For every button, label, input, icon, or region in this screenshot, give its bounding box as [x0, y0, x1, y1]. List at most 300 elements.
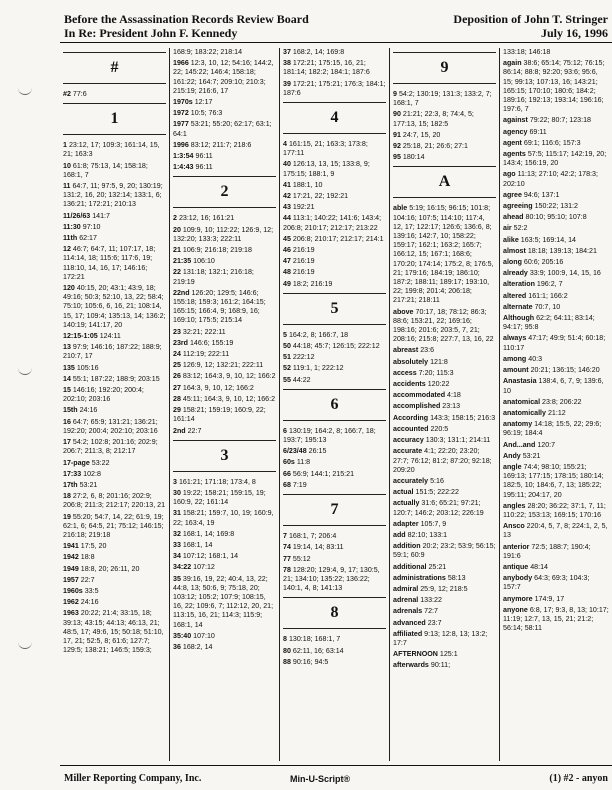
- page-references: 141:7: [92, 211, 110, 220]
- index-entry: [63, 375, 166, 384]
- index-term: 4: [283, 140, 287, 149]
- section-heading: 5: [283, 293, 386, 325]
- page-references: 10:5; 76:3: [190, 109, 223, 118]
- page-references: 105:16: [76, 363, 99, 372]
- index-term: already: [503, 269, 528, 278]
- page-references: 102:8: [83, 469, 101, 478]
- index-term: 80: [283, 646, 291, 655]
- index-term: anybody: [503, 574, 533, 583]
- page-references: 12:17: [194, 98, 213, 107]
- index-entry: [503, 409, 609, 418]
- index-entry: [63, 459, 166, 468]
- index-term: antique: [503, 562, 529, 571]
- index-entry: [63, 406, 166, 415]
- index-term: afterwards: [393, 661, 429, 670]
- page-references: 126:13, 13, 15; 133:8, 9; 175:15; 188:1, 9: [283, 160, 370, 178]
- index-entry: [283, 555, 386, 564]
- index-term: 88: [283, 657, 291, 666]
- index-term: 23: [173, 327, 181, 336]
- index-term: 5: [283, 330, 287, 339]
- index-entry: [503, 334, 609, 352]
- index-entry: [393, 153, 496, 162]
- page-references: 124:11: [99, 332, 121, 341]
- index-entry: [503, 224, 609, 233]
- page-references: 168:2, 14; 169:8: [292, 48, 345, 56]
- page-references: 7:19: [292, 480, 307, 489]
- page-references: 163:5; 169:14, 14: [520, 235, 576, 244]
- index-entry: [503, 128, 609, 137]
- page-references: 53:21: [79, 480, 98, 489]
- page-references: 216:19: [292, 257, 315, 266]
- index-term: against: [503, 116, 528, 125]
- index-term: anterior: [503, 542, 530, 551]
- index-entry: [173, 226, 276, 244]
- index-term: 23rd: [173, 338, 188, 347]
- index-term: 12:15-1:05: [63, 332, 98, 341]
- index-entry: [63, 492, 166, 510]
- page-references: 33:9; 100:9, 14, 15, 16: [529, 269, 601, 278]
- index-term: 66: [283, 469, 291, 478]
- index-entry: [503, 606, 609, 634]
- index-entry: [393, 499, 496, 517]
- index-entry: [283, 376, 386, 385]
- case-title: In Re: President John F. Kennedy: [64, 26, 238, 40]
- page-references: 138:4, 6, 7, 9; 139:6, 10: [503, 377, 604, 395]
- page-references: 77:6: [72, 90, 87, 98]
- page-references: 83:12; 211:7; 218:6: [190, 140, 252, 149]
- page-references: 62:2; 64:11; 83:14; 94:17; 95:8: [503, 314, 595, 332]
- index-entry: [503, 236, 609, 245]
- index-entry: [393, 661, 496, 670]
- index-entry: [63, 223, 166, 232]
- index-entry: [283, 353, 386, 362]
- index-entry: [173, 257, 276, 266]
- index-entry: [503, 522, 609, 540]
- page-references: 56:9; 144:1; 215:21: [292, 469, 355, 478]
- page-references: 22:7: [80, 575, 95, 584]
- index-entry: [173, 328, 276, 337]
- page-references: 168:1, 7; 206:4: [288, 532, 337, 541]
- index-entry: [503, 574, 609, 592]
- index-column: [60, 48, 170, 761]
- page-references: 19:22; 158:21; 159:15, 19; 160:9, 22; 161:14: [173, 488, 266, 507]
- index-entry: [63, 332, 166, 341]
- index-term: able: [393, 204, 408, 213]
- index-entry: [173, 384, 276, 393]
- page-references: 168:2, 14: [182, 642, 213, 651]
- index-entry: [283, 246, 386, 255]
- index-term: 1963: [63, 609, 79, 618]
- page-references: 6:8, 17; 9:3, 8, 13; 10:17; 11:19; 12:7, 13, 15, 21; 21:2; 56:14; 58:11: [503, 605, 609, 633]
- index-column: [500, 48, 612, 761]
- page-references: 96:11: [195, 163, 213, 172]
- page-references: 158:21; 159:7, 10, 19; 160:9, 22; 163:4, 19: [173, 509, 274, 527]
- index-entry: [393, 425, 496, 434]
- index-entry: [173, 552, 276, 561]
- index-term: 28: [173, 394, 181, 403]
- index-term: accommodated: [393, 391, 446, 400]
- index-entry: [393, 542, 496, 560]
- index-term: 11: [63, 182, 71, 191]
- index-term: 1972: [173, 109, 189, 118]
- index-term: 34: [173, 552, 181, 561]
- index-term: 15: [63, 386, 71, 395]
- index-term: actually: [393, 499, 420, 508]
- page-references: 40:3: [528, 354, 543, 363]
- index-term: 13: [63, 343, 71, 352]
- index-term: admiral: [393, 584, 419, 593]
- section-heading: #: [63, 52, 166, 84]
- index-entry: [393, 131, 496, 140]
- page-references: 9:13; 12:8, 13; 13:2; 17:7: [393, 629, 488, 647]
- index-entry: [63, 162, 166, 180]
- page-references: 120:7: [537, 440, 556, 449]
- page-references: 105:7, 9: [420, 519, 447, 528]
- page-references: 72:5; 188:7; 190:4; 191:6: [503, 542, 591, 560]
- page-references: 112:19; 222:11: [182, 350, 230, 359]
- page-references: 220:4, 5, 7, 8; 224:1, 2, 5, 13: [503, 522, 608, 540]
- index-entry: [63, 141, 166, 159]
- index-term: ahead: [503, 213, 524, 222]
- section-heading: 6: [283, 389, 386, 421]
- index-entry: [503, 170, 609, 188]
- index-entry: [63, 587, 166, 596]
- index-entry: [503, 502, 609, 520]
- index-column: [170, 48, 280, 761]
- page-references: 130:3; 131:1; 214:11: [425, 436, 491, 445]
- index-entry: [503, 150, 609, 168]
- index-entry: [503, 366, 609, 375]
- page-references: 5:16: [430, 476, 444, 485]
- index-term: Ansco: [503, 522, 525, 531]
- index-term: 48: [283, 268, 291, 277]
- index-term: 60s: [283, 458, 295, 467]
- index-term: 6: [283, 426, 287, 435]
- page-references: 97:9; 146:16; 187:22; 188:9; 210:7, 17: [63, 343, 162, 361]
- page-references: 11:8: [296, 458, 311, 467]
- page-references: 164:2, 8; 166:7, 18: [288, 330, 349, 339]
- index-entry: [283, 280, 386, 289]
- index-entry: [283, 160, 386, 178]
- page-references: 168:9; 183:22; 218:14: [173, 48, 243, 56]
- page-references: 130:18; 168:1, 7: [288, 635, 341, 644]
- index-entry: [63, 90, 166, 99]
- page-references: 25:9, 12; 218:5: [420, 584, 468, 593]
- index-term: 92: [393, 142, 401, 151]
- section-heading: A: [393, 166, 496, 198]
- page-references: 70:17, 18; 78:12; 86:3; 88:6; 153:21, 22; 169:16; 198:16; 201:6; 203:5, 7, 21; 208:16; 215:8; 227:7, 13, 16, 22: [393, 307, 494, 344]
- page-references: 106:10: [193, 257, 215, 266]
- page-references: 23:13: [442, 402, 461, 411]
- index-entry: [173, 141, 276, 150]
- index-term: 135: [63, 363, 75, 372]
- index-entry: [173, 575, 276, 630]
- index-term: 78: [283, 565, 291, 574]
- index-entry: [173, 163, 276, 172]
- index-entry: [503, 377, 609, 395]
- page-references: 28:20; 36:22; 37:1, 7, 11; 110:22; 153:13; 169:15; 170:16: [503, 501, 606, 519]
- index-entry: [503, 314, 609, 332]
- page-references: 107:12; 168:1, 14: [182, 552, 239, 561]
- index-term: 1:3:54: [173, 152, 194, 161]
- index-entry: [393, 346, 496, 355]
- document-title: Before the Assassination Records Review Board: [64, 12, 309, 26]
- index-entry: [173, 541, 276, 550]
- index-entry: [393, 358, 496, 367]
- page-references: 62:11, 16; 63:14: [292, 646, 344, 655]
- index-entry: [393, 308, 496, 345]
- page-references: 180:14: [402, 153, 425, 162]
- index-term: Anastasia: [503, 377, 537, 386]
- index-term: 11/26/63: [63, 211, 91, 220]
- page-references: 121:8: [430, 357, 448, 366]
- index-term: 18: [63, 492, 71, 501]
- index-term: 41: [283, 180, 291, 189]
- index-term: always: [503, 334, 527, 343]
- index-entry: [283, 80, 386, 98]
- index-term: access: [393, 368, 417, 377]
- index-term: Although: [503, 314, 535, 323]
- index-term: abreast: [393, 346, 419, 355]
- page-references: 24:16: [79, 406, 98, 415]
- index-entry: [283, 192, 386, 201]
- page-references: 151:5; 222:22: [415, 488, 459, 497]
- index-term: 1949: [63, 564, 79, 573]
- header-right: [453, 12, 608, 40]
- index-term: 3: [173, 477, 177, 486]
- index-term: 21: [173, 246, 181, 255]
- index-term: alternate: [503, 302, 533, 311]
- index-entry: [393, 380, 496, 389]
- index-entry: [283, 470, 386, 479]
- index-entry: [283, 364, 386, 373]
- page-references: 64:7; 65:9; 131:21; 136:21; 192:20; 200:4; 202:10; 203:16: [63, 417, 158, 435]
- index-term: above: [393, 307, 414, 316]
- index-entry: [173, 509, 276, 527]
- page-references: 24:7, 15, 20: [402, 130, 441, 139]
- index-entry: [283, 203, 386, 212]
- page-references: 40:15, 20; 43:1; 43:9, 18; 49:16; 50:3; 52:10, 13, 22; 58:4; 75:10; 105:6, 6, 16, 21; 108:14, 15, 17; 109:4; 135:13, 14; 136:2; 140:19; 141:17, 20: [63, 284, 166, 329]
- index-term: along: [503, 258, 522, 267]
- section-heading: 9: [393, 52, 496, 84]
- page-references: 125:1: [439, 650, 458, 659]
- section-heading: 1: [63, 103, 166, 135]
- index-entry: [503, 543, 609, 561]
- page-references: 53:21: [522, 451, 541, 460]
- page-references: 48:14: [530, 562, 548, 571]
- index-entry: [393, 369, 496, 378]
- page-references: 90:16; 94:5: [292, 657, 329, 666]
- index-column: [280, 48, 390, 761]
- index-term: angle: [503, 462, 522, 471]
- index-entry: [283, 566, 386, 594]
- index-entry: [503, 258, 609, 267]
- index-term: 32: [173, 529, 181, 538]
- page-references: 188:1, 10: [292, 180, 323, 189]
- index-entry: [503, 563, 609, 572]
- page-references: 26:15: [308, 447, 327, 456]
- page-references: 70:7, 10: [534, 302, 561, 311]
- index-entry: [63, 609, 166, 655]
- page-references: 39:16, 19, 22; 40:4, 13, 22; 44:8, 13; 50:6, 9; 75:18, 20; 103:12; 105:2; 107:9; 108:15, 16, 22; 109:6, 7; 112:12, 20, 21; 113:15, 16, 21; 114:3; 115:9; 168:1, 14: [173, 574, 274, 629]
- index-entry: [173, 268, 276, 286]
- index-entry: [393, 90, 496, 108]
- index-entry: [283, 481, 386, 490]
- index-entry: [393, 630, 496, 648]
- index-entry: [503, 280, 609, 289]
- page-references: 18:18; 139:13; 184:21: [527, 246, 597, 255]
- index-entry: [283, 658, 386, 667]
- index-entry: [173, 214, 276, 223]
- deposition-date: July 16, 1996: [540, 26, 608, 40]
- index-term: 50: [283, 342, 291, 351]
- index-entry: [393, 447, 496, 475]
- index-term: 39: [283, 79, 291, 88]
- index-term: 49: [283, 279, 291, 288]
- index-term: actual: [393, 488, 414, 497]
- section-heading: 3: [173, 440, 276, 472]
- index-term: adrenals: [393, 607, 423, 616]
- index-entry: [63, 553, 166, 562]
- index-entry: [393, 436, 496, 445]
- index-entry: [393, 650, 496, 659]
- page-references: 22:7: [187, 426, 202, 435]
- index-entry: [393, 477, 496, 486]
- page-references: 62:17: [79, 234, 97, 243]
- index-term: 2nd: [173, 426, 186, 435]
- page-references: 72:7: [424, 607, 438, 616]
- page-references: 83:12; 164:3, 9, 10, 12; 166:2: [182, 372, 276, 381]
- page-references: 54:2; 102:8; 201:16; 202:9; 206:7; 211:3, 8; 212:17: [63, 438, 158, 456]
- footer-company: Miller Reporting Company, Inc.: [64, 773, 202, 784]
- index-entry: [393, 110, 496, 128]
- index-term: absolutely: [393, 357, 429, 366]
- index-term: 77: [283, 554, 291, 563]
- page-references: 55:20; 54:7, 14, 22; 61:9, 19; 62:1, 6; 64:5, 21; 75:12; 146:15; 216:18; 219:18: [63, 512, 164, 539]
- page-references: 25:21: [428, 562, 447, 571]
- index-entry: [393, 585, 496, 594]
- page-references: 172:21; 175:15, 16, 21; 181:14; 182:2; 184:1; 187:6: [283, 59, 370, 77]
- index-term: 12: [63, 245, 71, 254]
- page-references: 222:12: [292, 353, 315, 362]
- index-entry: [173, 563, 276, 572]
- index-entry: [503, 116, 609, 125]
- page-references: 174:9, 17: [534, 594, 565, 603]
- page-references: 113:1; 140:22; 141:6; 143:4; 206:8; 210:17; 212:17; 213:22: [283, 214, 382, 232]
- index-term: 31: [173, 509, 181, 518]
- index-entry: [283, 647, 386, 656]
- page-references: 94:6; 137:1: [523, 190, 560, 199]
- page-references: 18:2; 216:19: [292, 279, 333, 288]
- index-entry: [63, 598, 166, 607]
- index-term: 35: [173, 574, 181, 583]
- index-term: 120: [63, 284, 75, 293]
- index-entry: [173, 530, 276, 539]
- page-references: 133:18; 146:18: [503, 48, 551, 56]
- index-entry: [173, 48, 276, 57]
- index-entry: [173, 109, 276, 118]
- index-term: 68: [283, 480, 291, 489]
- index-term: 7: [283, 532, 287, 541]
- page-references: 172:21; 175:21; 176:3; 184:1; 187:6: [283, 79, 386, 97]
- index-term: 17th: [63, 480, 78, 489]
- index-entry: [63, 513, 166, 541]
- index-entry: [173, 643, 276, 652]
- index-term: anyone: [503, 605, 528, 614]
- page-references: 17:21, 22; 192:21: [292, 192, 349, 201]
- page-references: 107:10: [193, 631, 215, 640]
- index-entry: [63, 212, 166, 221]
- index-term: 52: [283, 364, 291, 373]
- index-entry: [63, 284, 166, 330]
- page-references: 38:6; 65:14; 75:12; 76:15; 86:14; 88:8; 92:20; 93:6; 95:6, 15; 99:13; 107:13, 16; 143:21; 165:15; 170:10; 180:6; 184:2; 189:16; 192:13; 193:14; 196:16; 197:6, 7: [503, 59, 605, 114]
- page-references: 21:12: [547, 408, 566, 417]
- page-references: 69:11: [529, 127, 547, 136]
- index-term: 1970s: [173, 98, 193, 107]
- index-entry: [173, 339, 276, 348]
- index-entry: [503, 398, 609, 407]
- index-entry: [503, 59, 609, 114]
- index-term: 43: [283, 203, 291, 212]
- page-references: 220:5: [430, 424, 449, 433]
- index-term: anatomical: [503, 397, 541, 406]
- index-term: among: [503, 354, 527, 363]
- index-term: anymore: [503, 594, 533, 603]
- page-references: 146:16; 192:20; 200:4; 202:10; 203:16: [63, 386, 144, 404]
- page-references: 131:18; 132:1; 216:18; 219:19: [173, 268, 254, 286]
- index-term: 1962: [63, 598, 79, 607]
- index-term: alike: [503, 235, 519, 244]
- index-entry: [63, 386, 166, 404]
- index-column: [390, 48, 500, 761]
- header-left: [64, 12, 309, 40]
- index-term: 17: [63, 438, 71, 447]
- index-term: 1960s: [63, 586, 83, 595]
- index-term: 16: [63, 417, 71, 426]
- page-references: 21:21; 22:3, 8; 74:4, 5; 177:13, 15; 182:5: [393, 110, 474, 128]
- index-term: administrations: [393, 573, 446, 582]
- index-term: 37: [283, 48, 291, 56]
- index-entry: [503, 355, 609, 364]
- index-term: 24: [173, 350, 181, 359]
- index-entry: [393, 488, 496, 497]
- page-references: 79:22; 80:7; 123:18: [529, 116, 591, 125]
- index-term: 11:30: [63, 222, 81, 231]
- page-references: 90:11;: [430, 661, 451, 670]
- punch-hole-mark: [18, 366, 32, 375]
- page-references: 168:1, 14; 169:8: [182, 529, 235, 538]
- index-term: alteration: [503, 280, 535, 289]
- punch-hole-mark: [18, 86, 32, 95]
- section-heading: 2: [173, 176, 276, 208]
- index-entry: [393, 391, 496, 400]
- index-entry: [283, 543, 386, 552]
- page-references: 158:21; 159:19; 160:9, 22; 161:14: [173, 406, 266, 424]
- page-references: 146:6; 155:19: [189, 338, 234, 347]
- index-entry: [393, 402, 496, 411]
- page-references: 64:3; 69:3; 104:3; 157:7: [503, 574, 590, 592]
- index-term: 1:4:43: [173, 163, 194, 172]
- page-references: 4:1; 22:20; 23:20; 27:7; 76:12; 81:2; 87:20; 92:18; 209:20: [393, 447, 492, 474]
- page-references: 53:22: [91, 458, 110, 467]
- index-term: agent: [503, 138, 522, 147]
- index-entry: [503, 202, 609, 211]
- index-entry: [173, 406, 276, 424]
- index-term: 25: [173, 361, 181, 370]
- index-term: AFTERNOON: [393, 650, 438, 659]
- index-term: accidents: [393, 380, 426, 389]
- page-references: 32:21; 222:11: [182, 327, 226, 336]
